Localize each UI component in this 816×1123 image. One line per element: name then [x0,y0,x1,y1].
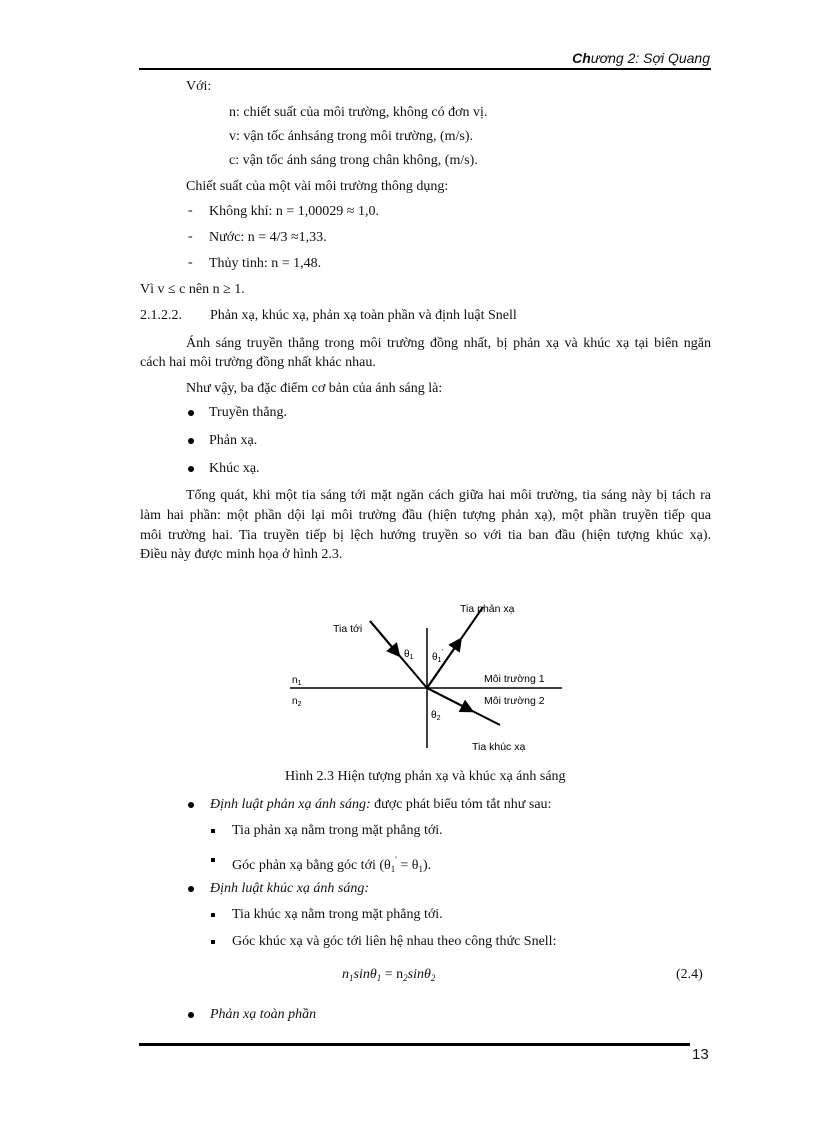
bullet-square [211,913,215,917]
reflection-law-title: Định luật phản xạ ánh sáng: [210,797,371,812]
total-reflection-title: Phản xạ toàn phần [210,1007,317,1022]
def-n: n: chiết suất của môi trường, không có đơn vị. [229,105,488,120]
para3-line4: Điều này được minh họa ở hình 2.3. [140,547,343,562]
label-theta1: $\theta_1$ [404,649,414,661]
feature-straight: Truyền thẳng. [209,405,288,420]
figure-caption: Hình 2.3 Hiện tượng phản xạ và khúc xạ ánh sáng [285,769,566,784]
header-rest: ương 2: Sợi Quang [590,50,710,66]
bullet-dot [188,410,194,416]
medium-water: Nước: n = 4/3 ≈1,33. [209,230,327,245]
inequality-line: Vì v ≤ c nên n ≥ 1. [140,282,245,297]
medium-air: Không khí: n = 1,00029 ≈ 1,0. [209,204,379,219]
bullet-square [211,829,215,833]
running-header [572,50,710,66]
def-v: v: vận tốc ánhsáng trong môi trường, (m/s). [229,129,474,144]
header-rule [139,68,711,70]
para3-line1: Tổng quát, khi một tia sáng tới mặt ngăn cách giữa hai môi trường, tia sáng này bị tách ra [186,488,711,503]
bullet-dot [188,1012,194,1018]
dash-1: - [188,203,193,218]
reflection-law [210,796,551,814]
common-media-title: Chiết suất của một vài môi trường thông dụng: [186,179,449,194]
bullet-square [211,858,215,862]
dash-3: - [188,255,193,270]
label-n1: $n_1$ [292,675,302,687]
refraction-diagram [0,590,816,760]
label-medium2: Môi trường 2 [484,695,545,707]
footer-rule [139,1043,690,1046]
refraction-law-title: Định luật khúc xạ ánh sáng: [210,881,370,896]
bullet-dot [188,438,194,444]
equation-number: (2.4) [676,967,703,982]
medium-glass: Thủy tinh: n = 1,48. [209,256,322,271]
label-theta1-prime: $\theta_1'$ [432,649,443,664]
section-title: Phản xạ, khúc xạ, phản xạ toàn phần và định luật Snell [210,308,517,323]
bullet-dot [188,466,194,472]
refracted-arrow [427,688,468,709]
para1-line2: cách hai môi trường đồng nhất khác nhau. [140,355,376,370]
header-bold: Ch [572,50,591,66]
para2: Như vậy, ba đặc điểm cơ bản của ánh sáng là: [186,381,443,396]
section-number: 2.1.2.2. [140,308,182,323]
label-theta2: $\theta_2$ [431,710,441,722]
refraction-item-2: Góc khúc xạ và góc tới liên hệ nhau theo công thức Snell: [232,934,557,949]
reflection-law-desc: được phát biểu tóm tắt như sau: [370,797,552,812]
incident-arrow [370,621,396,652]
reflection-item-2: Góc phản xạ bằng góc tới $(\theta_1' = \theta_1)$. [232,855,432,874]
reflection-item-1: Tia phản xạ nằm trong mặt phẳng tới. [232,823,443,838]
feature-reflection: Phản xạ. [209,433,258,448]
refraction-item-1: Tia khúc xạ nằm trong mặt phẳng tới. [232,907,443,922]
label-reflected: Tia phản xạ [460,603,515,615]
snell-formula: $n_1\sin\theta_1 = n_2\sin\theta_2$ [342,967,436,983]
bullet-dot [188,802,194,808]
label-n2: $n_2$ [292,696,302,708]
para1-line1: Ánh sáng truyền thẳng trong môi trường đồng nhất, bị phản xạ và khúc xạ tại biên ngăn [186,336,711,351]
para3-line3: môi trường hai. Tia truyền tiếp bị lệch hướng truyền so với tia ban đầu (hiện tượng khúc xạ). [140,528,711,543]
feature-refraction: Khúc xạ. [209,461,260,476]
dash-2: - [188,229,193,244]
label-medium1: Môi trường 1 [484,673,545,685]
with-label: Với: [186,79,212,94]
def-c: c: vận tốc ánh sáng trong chân không, (m/s). [229,153,478,168]
label-incident: Tia tới [333,623,363,635]
label-refracted: Tia khúc xạ [472,741,526,753]
bullet-dot [188,886,194,892]
bullet-square [211,940,215,944]
para3-line2: làm hai phần: một phần dội lại môi trường đầu (hiện tượng phản xạ), một phần truyền tiếp qua [140,508,711,523]
page-number: 13 [692,1046,709,1063]
